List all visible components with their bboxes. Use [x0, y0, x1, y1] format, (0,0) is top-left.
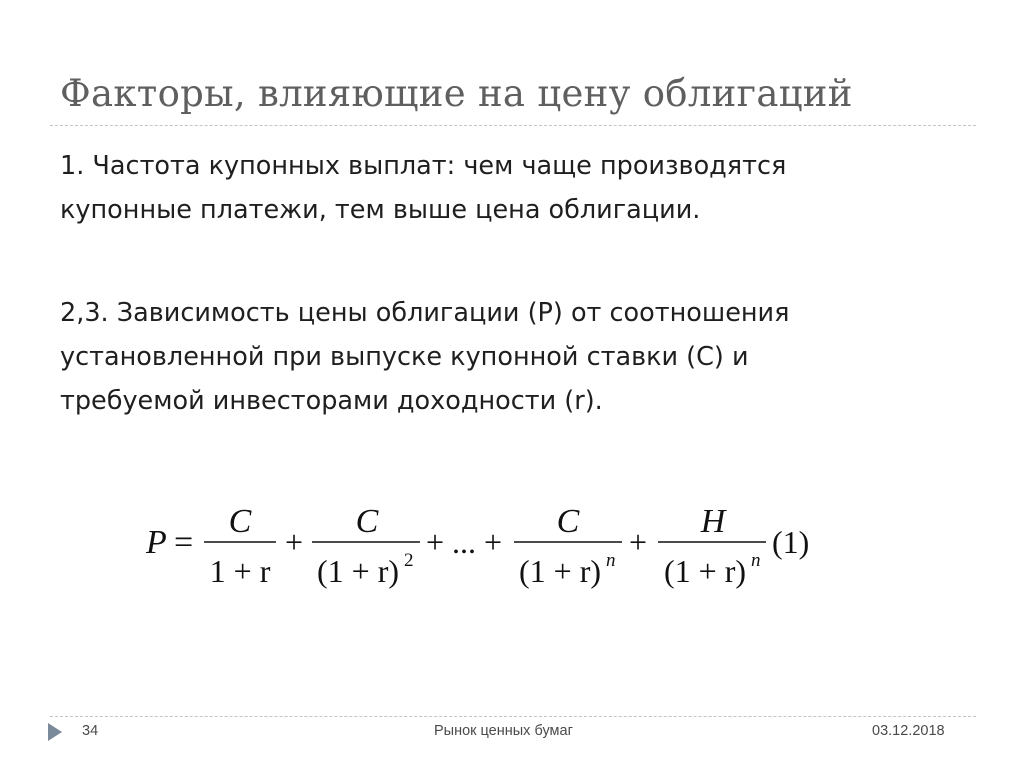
ellipsis-sum: + ... + [426, 524, 503, 560]
slide-title: Факторы, влияющие на цену облигаций [60, 72, 853, 115]
paragraph-line: 2,3. Зависимость цены облигации (P) от соотношения [60, 298, 790, 328]
paragraph-line: установленной при выпуске купонной ставки (C) и [60, 342, 749, 372]
formula-lhs: P [146, 524, 167, 561]
equation-number: (1) [772, 524, 810, 560]
footer-divider [50, 716, 976, 717]
plus-sign: + [285, 524, 304, 560]
bond-price-formula [140, 498, 840, 598]
plus-sign: + [629, 524, 648, 560]
term4-denominator: (1 + r) [663, 553, 747, 589]
slide-number: 34 [82, 723, 99, 739]
paragraph-coupon-frequency [60, 144, 786, 232]
term3-numerator: C [556, 503, 580, 540]
paragraph-line: 1. Частота купонных выплат: чем чаще производятся [60, 151, 787, 181]
term2-numerator: C [355, 503, 379, 540]
paragraph-line: купонные платежи, тем выше цена облигации. [60, 195, 701, 225]
footer-date: 03.12.2018 [872, 723, 945, 739]
term1-numerator: C [228, 503, 252, 540]
term3-denominator: (1 + r) [518, 553, 602, 589]
title-divider [50, 125, 976, 126]
term2-exponent: 2 [404, 550, 414, 571]
paragraph-line: требуемой инвесторами доходности (r). [60, 386, 603, 416]
term4-numerator: H [700, 503, 726, 540]
term4-exponent: n [751, 550, 761, 571]
term3-exponent: n [606, 550, 616, 571]
footer-course-title: Рынок ценных бумаг [434, 723, 573, 739]
triangle-right-icon [48, 723, 62, 741]
term1-denominator: 1 + r [209, 553, 271, 589]
formula-equals: = [174, 524, 194, 561]
term2-denominator: (1 + r) [316, 553, 400, 589]
paragraph-price-dependence [60, 291, 789, 423]
